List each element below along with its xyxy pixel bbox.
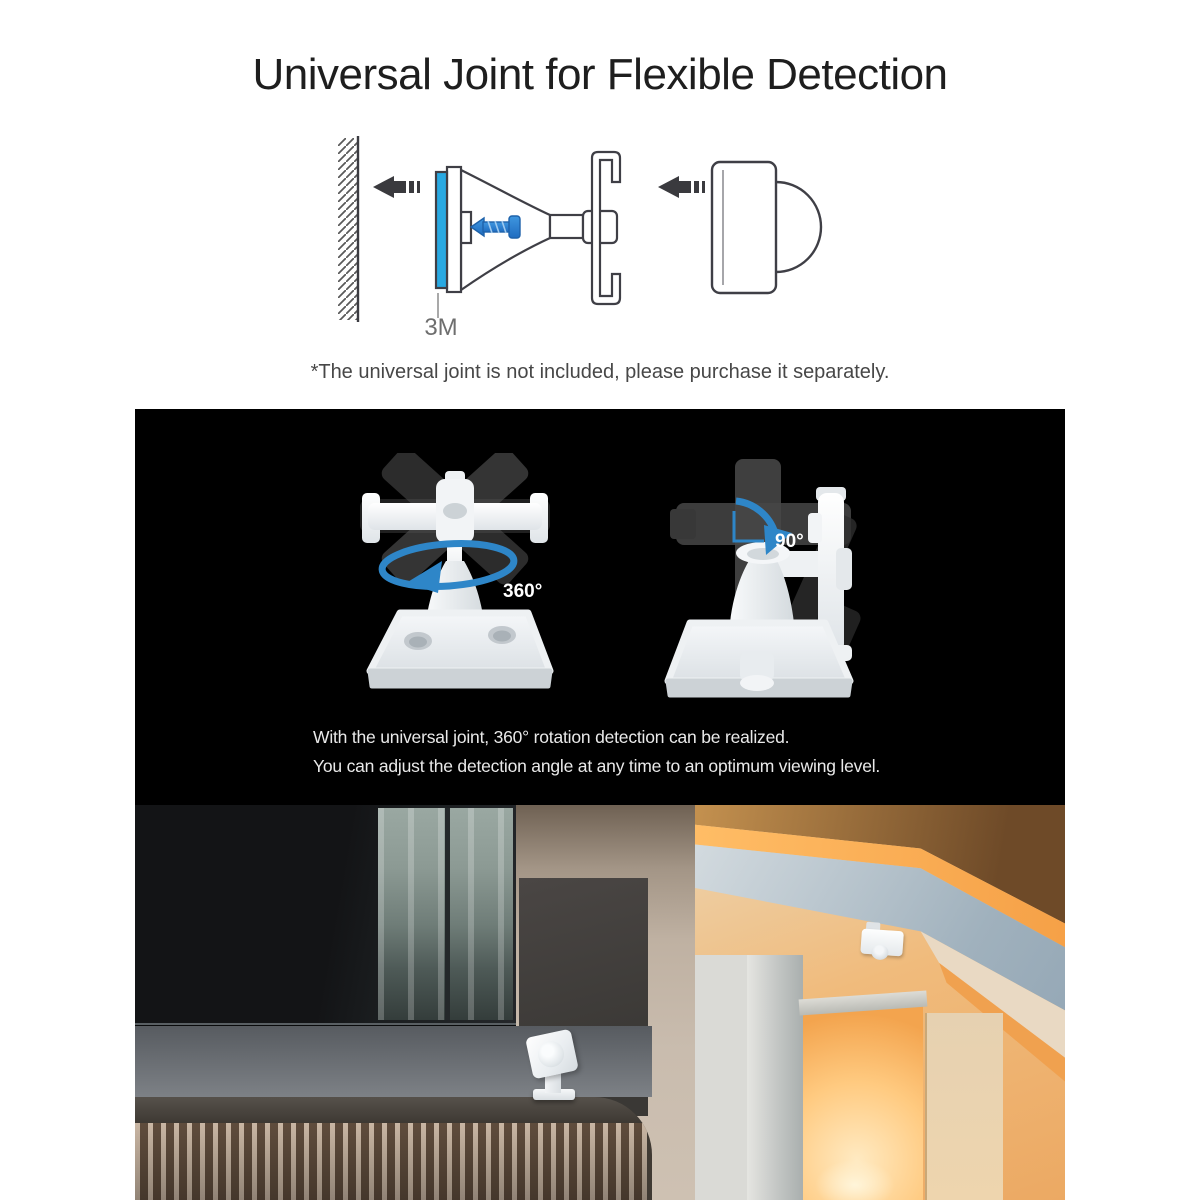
disclaimer-note: *The universal joint is not included, please purchase it separately.	[310, 361, 890, 383]
sensor-dome	[536, 1039, 567, 1070]
reflection-window-frame	[445, 808, 450, 1020]
installation-diagram	[330, 130, 830, 345]
rotation-caption	[313, 723, 880, 780]
push-arrow-icon	[373, 176, 420, 198]
caption-line-1: With the universal joint, 360° rotation detection can be realized.	[313, 727, 790, 747]
push-arrow-icon	[658, 176, 705, 198]
wood-slats	[135, 1123, 647, 1200]
wood-slat-cabinet	[135, 1097, 652, 1200]
wall-hatch-icon	[338, 136, 358, 322]
sensor-body	[525, 1029, 579, 1080]
wall-mounted-motion-sensor	[858, 921, 909, 966]
lifestyle-photos	[135, 805, 1065, 1200]
tv-bottom-edge	[135, 1023, 516, 1025]
sensor-outline	[712, 162, 821, 293]
page-title: Universal Joint for Flexible Detection	[252, 50, 948, 99]
rotation-90-label: 90°	[775, 531, 804, 552]
roller-shade	[925, 1013, 1003, 1200]
joint-90-figure	[660, 453, 880, 713]
indoor-shelf-photo	[135, 805, 695, 1200]
adhesive-label: 3M	[424, 314, 458, 341]
rotation-360-label: 360°	[503, 581, 543, 602]
sensor-dome	[871, 944, 889, 960]
balcony-photo	[695, 805, 1065, 1200]
door-column	[747, 955, 803, 1200]
universal-joint-outline	[436, 152, 620, 304]
rotation-demo-section	[135, 409, 1065, 805]
sensor-dome-outline	[776, 182, 821, 272]
adhesive-strip	[436, 172, 447, 288]
caption-line-2: You can adjust the detection angle at any time to an optimum viewing level.	[313, 755, 881, 776]
light-wall	[695, 955, 747, 1200]
motion-sensor-on-stand	[525, 1031, 585, 1105]
